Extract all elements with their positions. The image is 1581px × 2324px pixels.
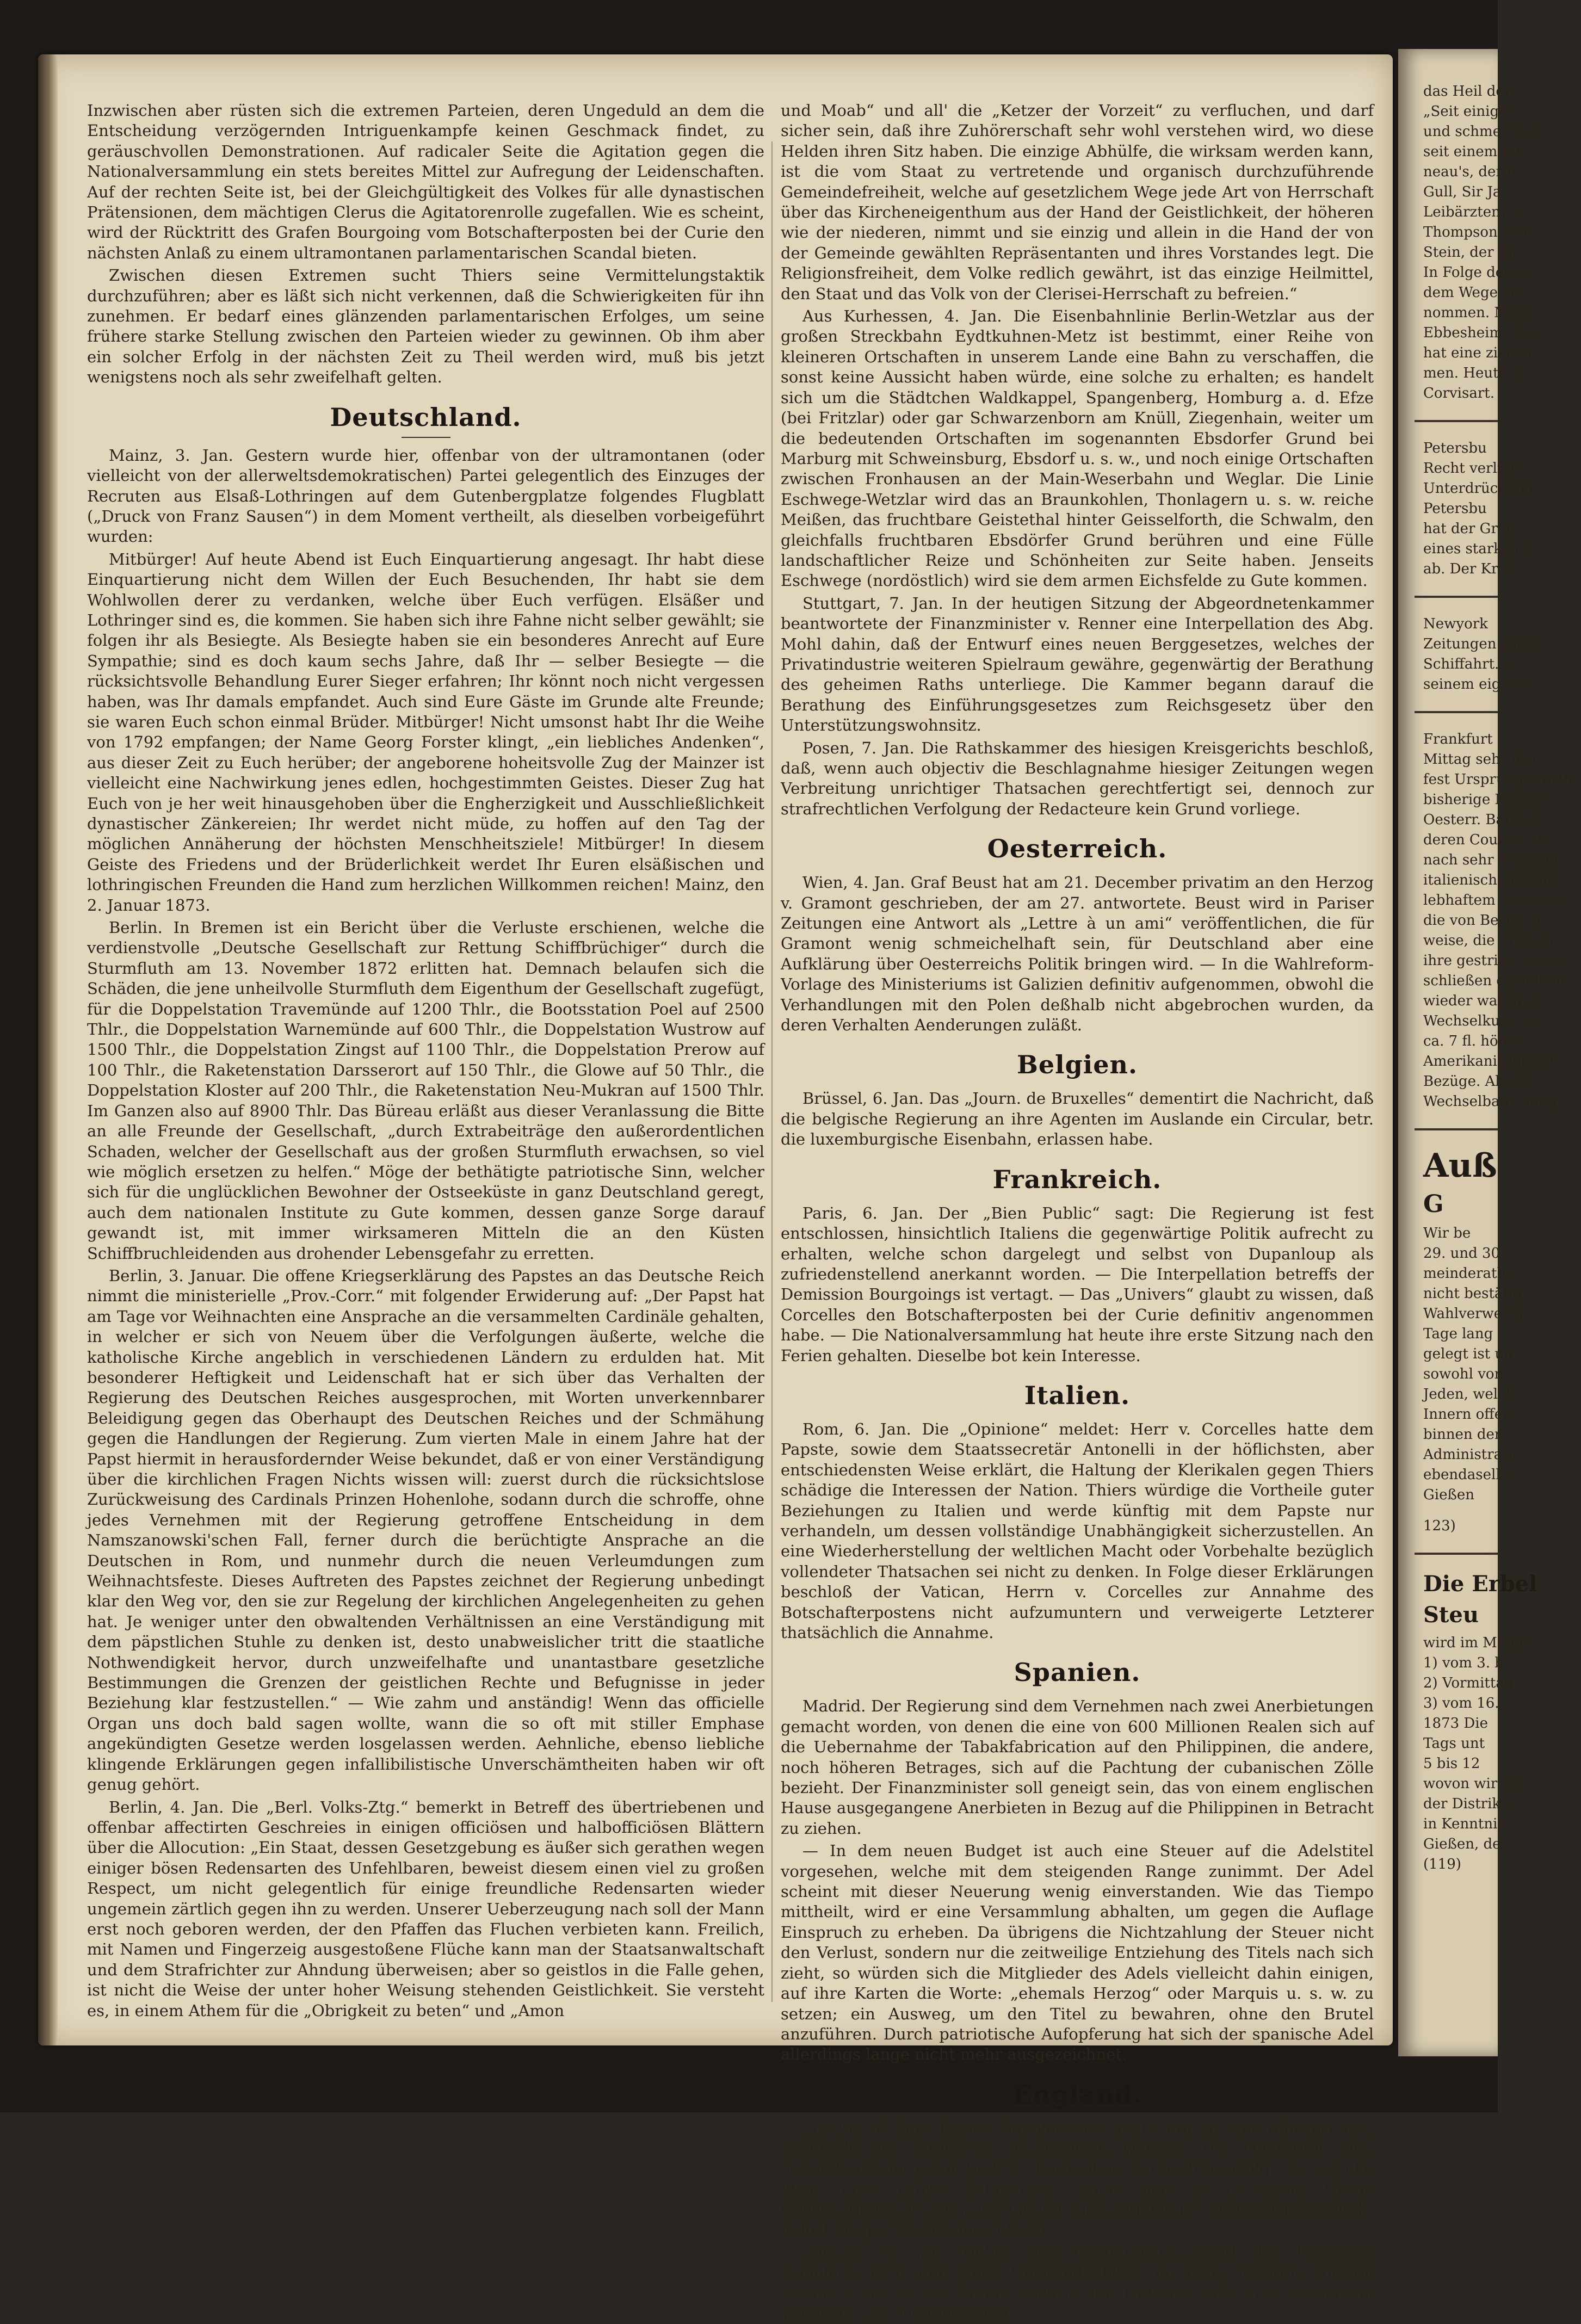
adjacent-line: ihre gestrige Abend [1423,953,1566,969]
adjacent-line: der Distrikte [1423,1796,1515,1812]
adjacent-line: (119) [1423,1856,1461,1872]
adjacent-line: Tage lang [1423,1326,1493,1342]
adjacent-line: Wechselbank stieg [1423,1093,1557,1110]
adjacent-line: eines starken S [1423,541,1534,557]
adjacent-line: Gießen, den [1423,1836,1510,1852]
adjacent-line: wird im Monat [1423,1635,1529,1651]
adjacent-line: men. Heute N [1423,365,1524,381]
article-wien: Wien, 4. Jan. Graf Beust hat am 21. December privatim an den Herzog v. Gramont geschrieben, der am 27. antwortete. Beust wird in Pariser Zeitungen eine Antwort als „Lettre à un ami“ veröffentlichen, die für Gramont wenig schmeichelhaft sein, für Deutschland aber eine Aufklärung über Oesterreichs Politik bringen wird. — In die Wahlreform-Vorlage des Ministeriums ist Galizien definitiv aufgenommen, obwohl die Verhandlungen mit den Polen deßhalb nicht abgebrochen wurden, da deren Verhalten Aenderungen zuläßt. [781,873,1374,1035]
article-madrid: Madrid. Der Regierung sind dem Vernehmen nach zwei Anerbietungen gemacht worden, von denen die eine von 600 Millionen Realen sich auf die Uebernahme der Tabakfabrication auf den Philippinen, die andere, noch höheren Betrages, sich auf die Pachtung der cubanischen Zölle bezieht. Der Finanzminister soll geneigt sein, das von einem englischen Hause ausgegangene Anerbieten in Bezug auf die Philippinen in Betracht zu ziehen. [781,1697,1374,1838]
adjacent-rule [1415,1128,1498,1130]
adjacent-line: Frankfurt [1423,731,1493,747]
article-bruessel: Brüssel, 6. Jan. Das „Journ. de Bruxelles“ dementirt die Nachricht, daß die belgische Regierung an ihre Agenten im Auslande ein Circular, betr. die luxemburgische Eisenbahn, erlassen habe. [781,1089,1374,1149]
adjacent-line: italienischen Rente [1423,872,1561,888]
adjacent-line: Leibärzten) Ar [1423,204,1528,220]
adjacent-line: Jeden, welch [1423,1386,1515,1402]
section-heading-england: England. [1012,2079,1142,2109]
adjacent-line: lebhaftem Geschäft [1423,892,1564,908]
article-flugblatt: Mitbürger! Auf heute Abend ist Euch Einquartierung angesagt. Ihr habt diese Einquartierung nicht dem Willen der Euch Besuchenden, Ihr habt sie dem Wohlwollen derer zu verdanken, welche über Euch verfügen. Elsäßer und Lothringer sind es, die kommen. Sie haben sich ihre Fahne nicht selber gewählt; sie folgen ihr als Besiegte. Als Besiegte haben sie ein besonderes Anrecht auf Eure Sympathie; sind es doch kaum sechs Jahre, daß Ihr — selber Besiegte — die rücksichtsvolle Behandlung Eurer Sieger erfahren; Ihr könnt noch nicht vergessen haben, was Ihr damals empfandet. Auch sind Eure Gäste im Grunde alte Freunde; sie waren Euch schon einmal Brüder. Mitbürger! Nicht umsonst habt Ihr die Weihe von 1792 empfangen; der Name Georg Forster klingt, „ein liebliches Andenken“, aus dieser Zeit zu Euch herüber; der angeborene hoheitsvolle Zug der Mainzer ist vielleicht eine Nachwirkung jenes edlen, hochgestimmten Geistes. Dieser Zug hat Euch von je her weit hinausgehoben über die Engherzigkeit und Ausschließlichkeit dynastischer Zänkereien; Ihr werdet nicht müde, zu hoffen auf den Tag der möglichen Annäherung der höchsten Menschheitsziele! Mitbürger! In diesem Geiste des Friedens und der Brüderlichkeit werdet Ihr Euren elsäßischen und lothringischen Freunden die Hand zum herzlichen Willkommen reichen! Mainz, den 2. Januar 1873. [87,549,764,914]
adjacent-line: bisherige Motive, [1423,792,1549,808]
adjacent-line: 3) vom 16. [1423,1695,1499,1711]
adjacent-line: Administratio [1423,1447,1521,1463]
adjacent-page-strip [1398,49,1581,2056]
adjacent-line: in Kenntniß [1423,1816,1507,1832]
article-berlin-prov-corr: Berlin, 3. Januar. Die offene Kriegserklärung des Papstes an das Deutsche Reich nimmt die ministerielle „Prov.-Corr.“ mit folgender Erwiderung auf: „Der Papst hat am Tage vor Weihnachten eine Ansprache an die versammelten Cardinäle gehalten, in welcher er sich von Neuem über die Verfolgungen äußerte, welche die katholische Kirche angeblich in verschiedenen Ländern zu erdulden hat. Mit besonderer Heftigkeit und Leidenschaft hat er sich über das Verhalten der Regierung des Deutschen Reiches ausgesprochen, mit Worten unverkennbarer Beleidigung gegen das Oberhaupt des Deutschen Reiches und der Schmähung gegen die Handlungen der Regierung. Zum vierten Male in einem Jahre hat der Papst hiermit in herausfordernder Weise bekundet, daß er von einer Verständigung über die kirchlichen Fragen Nichts wissen will: zuerst durch die rücksichtslose Zurückweisung des Cardinals Prinzen Hohenlohe, sodann durch die schroffe, ohne jedes Vernehmen mit der Regierung getroffene Entscheidung in dem Namszanowski'schen Fall, ferner durch die berüchtigte Ansprache an die Deutschen in Rom, und nunmehr durch die neuen Verleumdungen zum Weihnachtsfeste. Dieses Auftreten des Papstes zeichnet der Regierung unbedingt klar den Weg vor, den sie zur Regelung der kirchlichen Angelegenheiten zu gehen hat. Je weniger unter den obwaltenden Verhältnissen an eine Verständigung mit dem päpstlichen Stuhle zu denken ist, desto unabweislicher tritt die staatliche Nothwendigkeit hervor, durch unzweifelhafte und unantastbare gesetzliche Bestimmungen die Grenzen der geistlichen Rechte und Befugnisse in jeder Beziehung klar festzustellen.“ — Wie zahm und anständig! Wenn das officielle Organ uns doch bald sagen wollte, wann die so oft mit stiller Emphase angekündigten Gesetze werden losgelassen werden. Aehnliche, ebenso liebliche klingende Erklärungen gegen infallibilistische Unverschämtheiten haben wir oft genug gehört. [87,1266,764,1794]
adjacent-line: nach sehr ermäßigt [1423,852,1564,868]
adjacent-line: Wahlverwerfu [1423,1306,1523,1322]
article-stuttgart: Stuttgart, 7. Jan. In der heutigen Sitzung der Abgeordnetenkammer beantwortete der Finanzminister v. Renner eine Interpellation des Abg. Mohl dahin, daß der Entwurf eines neuen Berggesetzes, welches der Privatindustrie weiteren Spielraum gewähre, gegenwärtig der Berathung des geheimen Raths unterliege. Die Kammer begann darauf die Berathung des Einführungsgesetzes zum Reichsgesetz über den Unterstützungswohnsitz. [781,594,1374,735]
right-column [781,101,1374,2323]
adjacent-line: hat der Groß [1423,521,1516,537]
adjacent-text-block [1398,1223,1523,1505]
adjacent-line: seit einem Jah [1423,144,1526,160]
adjacent-line: Petersbu [1423,440,1487,456]
section-heading-spanien: Spanien. [1014,1658,1141,1688]
adjacent-line: ebendaselbst [1423,1467,1518,1483]
adjacent-text-block [1398,1633,1529,1875]
adjacent-line: und schmerzhal [1423,123,1537,140]
section-heading-deutschland: Deutschland. [330,402,522,432]
adjacent-line: Recht verliert [1423,460,1523,477]
adjacent-line: nicht bestätig [1423,1285,1522,1302]
adjacent-line: binnen der [1423,1426,1502,1443]
column-divider [771,141,773,2002]
adjacent-number: 123) [1423,1518,1456,1534]
adjacent-line: Unterdrückung [1423,480,1534,497]
adjacent-line: Amerikanische Eff [1423,1053,1555,1070]
adjacent-text-block [1398,82,1537,404]
adjacent-line: ab. Der Kräft [1423,561,1518,577]
adjacent-line: Innern offen [1423,1406,1512,1423]
adjacent-line: deren Course, als [1423,832,1549,848]
adjacent-line: sowohl von [1423,1366,1504,1382]
adjacent-line: meinderathe [1423,1265,1515,1282]
adjacent-heading: Auß [1423,1147,1497,1185]
article-continuation: und Moab“ und all' die „Ketzer der Vorzeit“ zu verfluchen, und darf sicher sein, daß ihre Zuhörerschaft sehr wohl verstehen wird, wo diese Helden ihren Sitz haben. Die einzige Abhülfe, die wirksam werden kann, ist die vom Staat zu vertretende und organisch durchzuführende Gemeindefreiheit, welche auf gesetzlichem Wege jede Art von Herrschaft über das Kircheneigenthum aus der Hand der Geistlichkeit, der höheren wie der niederen, nimmt und sie einzig und allein in die Hand der von der Gemeinde gewählten Repräsentanten und ihres Vorstandes legt. Die Religionsfreiheit, dem Volke redlich gewährt, ist das einzige Heilmittel, den Staat und das Volk von der Clerisei-Herrschaft zu befreien.“ [781,101,1374,303]
adjacent-line: schließen dieselben [1423,973,1565,989]
adjacent-rule [1415,420,1498,422]
article-berlin-volks-ztg: Berlin, 4. Jan. Die „Berl. Volks-Ztg.“ bemerkt in Betreff des übertriebenen und offenbar affectirten Geschreies in einigen officiösen und halbofficiösen Blättern über die Allocution: „Ein Staat, dessen Gesetzgebung es äußer sich gerathen wegen einiger bösen Redensarten des Unfehlbaren, beweist diesem einen viel zu großen Respect, um nicht gelegentlich für einige freundliche Redensarten wieder ungemein zärtlich gegen ihn zu werden. Unserer Ueberzeugung nach soll der Mann erst noch geboren werden, der den Pfaffen das Fluchen verbieten kann. Freilich, mit Namen und Fingerzeig ausgestoßene Flüche kann man der Staatsanwaltschaft und dem Strafrichter zur Ahndung überweisen; aber so geistlos in die Falle gehen, ist nicht die Weise der unter hoher Weisung stehenden Geistlichkeit. Sie versteht es, in einem Athem für die „Obrigkeit zu beten“ und „Amon [87,1797,764,2020]
section-heading-frankreich: Frankreich. [992,1164,1162,1194]
article-london-2: London, 6. Jan. Ueber den Gesundheitszustand des Exkaisers Napoleon wird mit einer Umständlichkeit in allen äußeren Formen berichtet, als ob der Patient noch in den Tuilerien säße und von seinem Wohlsein und Nichtwohlsein [781,2243,1374,2323]
adjacent-heading: Die Erbel [1423,1571,1537,1597]
adjacent-line: das Heil der [1423,83,1511,100]
adjacent-text-block [1398,438,1534,579]
adjacent-line: „Seit einiger [1423,103,1514,120]
adjacent-line: nommen. Nach [1423,305,1532,321]
adjacent-line: fest Ursprungswerthe [1423,771,1581,788]
newspaper-page [38,54,1393,2323]
section-heading-italien: Italien. [1024,1380,1131,1410]
article-berlin-bremen: Berlin. In Bremen ist ein Bericht über die Verluste erschienen, welche die verdienstvolle „Deutsche Gesellschaft zur Rettung Schiffbrüchiger“ durch die Sturmfluth am 13. November 1872 erlitten hat. Demnach belaufen sich die Schäden, die jene unheilvolle Sturmfluth dem Eigenthum der Gesellschaft zugefügt, für die Doppelstation Travemünde auf 1200 Thlr., die Bootsstation Poel auf 2500 Thlr., die Doppelstation Warnemünde auf 600 Thlr., die Doppelstation Wustrow auf 1500 Thlr., die Doppelstation Zingst auf 1100 Thlr., die Doppelstation Prerow auf 100 Thlr., die Raketenstation Darsserort auf 150 Thlr., die Glowe auf 50 Thlr., die Doppelstation Kloster auf 200 Thlr., die Raketenstation Neu-Mukran auf 1500 Thlr. Im Ganzen also auf 8900 Thlr. Das Büreau erläßt aus dieser Veranlassung die Bitte an alle Freunde der Gesellschaft, „durch Extrabeiträge den außerordentlichen Schaden, welcher der Gesellschaft aus der großen Sturmfluth erwachsen, so viel wie möglich ersetzen zu helfen.“ Möge der bethätigte patriotische Sinn, welcher sich für die unglücklichen Bewohner der Ostseeküste in ganz Deutschland geregt, auch dem nationalen Institute zu Gute kommen, dessen ganze Sorge darauf gewandt ist, mit immer wirksameren Mitteln die an den Küsten Schiffbruchleidenden aus drohender Lebensgefahr zu erretten. [87,918,764,1263]
adjacent-line: die von Berlin au [1423,912,1546,929]
article-paris: Paris, 6. Jan. Der „Bien Public“ sagt: Die Regierung ist fest entschlossen, hinsichtlich Italiens die gegenwärtige Politik aufrecht zu erhalten, welche schon dargelegt und selbst von Dupanloup als zufriedenstellend anerkannt worden. — Die Interpellation betreffs der Demission Bourgoings ist vertagt. — Das „Univers“ glaubt zu wissen, daß Corcelles den Botschafterposten bei der Curie definitiv angenommen habe. — Die Nationalversammlung hat heute ihre erste Sitzung nach den Ferien gehalten. Dieselbe bot kein Interesse. [781,1203,1374,1365]
adjacent-rule [1415,596,1498,598]
adjacent-line: Thompson eine [1423,224,1533,240]
adjacent-line: Newyork [1423,616,1488,632]
section-heading-belgien: Belgien. [1017,1050,1138,1080]
adjacent-line: 1873 Die [1423,1715,1488,1732]
article-posen: Posen, 7. Jan. Die Rathskammer des hiesigen Kreisgerichts beschloß, daß, wenn auch objectiv die Beschlagnahme hiesiger Zeitungen wegen Verbreitung unrichtiger Thatsachen gerechtfertigt sei, dennoch zur strafrechtlichen Verfolgung der Redacteure kein Grund vorliege. [781,738,1374,818]
adjacent-line: gelegt ist un [1423,1346,1513,1362]
adjacent-line: Petersbu [1423,500,1487,517]
article-kurhessen: Aus Kurhessen, 4. Jan. Die Eisenbahnlinie Berlin-Wetzlar aus der großen Streckbahn Eydtkuhnen-Metz ist bestimmt, einer Reihe von kleineren Ortschaften in unserem Lande eine Bahn zu verschaffen, die sonst keine Aussicht haben würde, eine solche zu erhalten; es handelt sich um die Städtchen Waldkappel, Spangenberg, Homburg a. d. Efze (bei Fritzlar) oder gar Schwarzenborn am Knüll, Ziegenhain, weiter um die bedeutenden Ortschaften im sogenannten Ebsdorfer Grund bei Marburg mit Schweinsburg, Ebsdorf u. s. w., und noch einige Ortschaften zwischen Fronhausen an der Main-Weserbahn und Weglar. Die Linie Eschwege-Wetzlar wird das an Braunkohlen, Thonlagern u. s. w. reiche Meißen, das fruchtbare Geistethal hinter Geisselforth, die Schwalm, den gleichfalls fruchtbaren Ebsdörfer Grund berühren und eine Fülle landschaftlicher Reize und Schönheiten zur Seite haben. Jenseits Eschwege (nordöstlich) wird sie dem armen Eichsfelde zu Gute kommen. [781,307,1374,590]
adjacent-line: Zeitungen zerst [1423,636,1537,652]
adjacent-text-block [1398,730,1581,1112]
adjacent-line: 2) Vormittag [1423,1675,1514,1691]
adjacent-line: Stein, der fei [1423,244,1517,261]
adjacent-line: In Folge dessen [1423,264,1536,281]
article-mainz: Mainz, 3. Jan. Gestern wurde hier, offenbar von der ultramontanen (oder vielleicht von der allerweltsdemokratischen) Partei gelegentlich des Einzuges der Recruten aus Elsaß-Lothringen auf dem Gutenbergplatze folgendes Flugblatt („Druck von Franz Sausen“) in dem Moment vertheilt, als dieselben vorbeigeführt wurden: [87,446,764,546]
left-column [87,101,764,2026]
adjacent-line: Wechselkurs auf [1423,1013,1541,1029]
adjacent-line: Gießen [1423,1487,1474,1503]
adjacent-line: Ebbesheim, Fre [1423,325,1537,341]
adjacent-line: Mittag sehr fest [1423,751,1539,768]
adjacent-line: hat eine ziemlic [1423,345,1537,361]
adjacent-line: dem Wege der [1423,285,1527,301]
adjacent-subheading: Steu [1423,1602,1479,1628]
adjacent-line: 29. und 30 [1423,1245,1500,1262]
adjacent-line: Corvisart. [1423,385,1494,401]
adjacent-line: Gull, Sir Ja [1423,184,1502,200]
adjacent-line: 5 bis 12 [1423,1756,1480,1772]
intro-paragraph: Zwischen diesen Extremen sucht Thiers seine Vermittelungstaktik durchzuführen; aber es läßt sich nicht verkennen, daß die Schwierigkeiten für ihn zunehmen. Er bedarf eines glänzenden parlamentarischen Erfolges, um seine frühere starke Stellung zwischen den Parteien wieder zu gewinnen. Ob ihm aber ein solcher Erfolg in der nächsten Zeit zu Theil werden wird, muß bis jetzt wenigstens noch als sehr zweifelhaft gelten. [87,266,764,387]
adjacent-line: ca. 7 fl. höher [1423,1033,1523,1049]
adjacent-line: Bezüge. Abschl [1423,1073,1533,1090]
adjacent-line: Tags unt [1423,1735,1485,1752]
adjacent-line: 1) vom 3. b [1423,1655,1504,1671]
adjacent-line: wovon wir die [1423,1776,1524,1792]
adjacent-subheading: G [1423,1190,1444,1218]
adjacent-line: weise, die Transm [1423,932,1554,949]
article-rom: Rom, 6. Jan. Die „Opinione“ meldet: Herr v. Corcelles hatte dem Papste, sowie dem Staatssecretär Antonelli in der höflichsten, aber entschiedensten Weise erklärt, die Haltung der Klerikalen gegen Thiers schädige die Interessen der Nation. Thiers würdige die Vortheile guter Beziehungen zu Italien und werde künftig mit dem Papste nur verhandeln, um dessen vollständige Unabhängigkeit sicherzustellen. An eine Wiederherstellung der weltlichen Macht oder Vorbehalte bezüglich vollendeter Thatsachen sei nicht zu denken. In Folge dieser Erklärungen beschloß der Vatican, Herrn v. Corcelles zur Annahme des Botschafterpostens nicht aufzumuntern und verweigerte Letzterer thatsächlich die Annahme. [781,1419,1374,1642]
adjacent-rule [1415,1553,1498,1555]
article-madrid-budget: — In dem neuen Budget ist auch eine Steuer auf die Adelstitel vorgesehen, welche mit dem steigenden Range zunimmt. Der Adel scheint mit dieser Neuerung wenig einverstanden. Wie das Tiempo mittheilt, wird er eine Versammlung abhalten, um gegen die Auflage Einspruch zu erheben. Da übrigens die Nichtzahlung der Steuer nicht den Verlust, sondern nur die zeitweilige Entziehung des Titels nach sich zieht, so würden sich die Mitglieder des Adels vielleicht dahin einigen, auf ihre Karten die Worte: „ehemals Herzog“ oder Marquis u. s. w. zu setzen; ein Ausweg, um den Titel zu bewahren, ohne den Brutel anzuführen. Durch patriotische Aufopferung hat sich der spanische Adel allerdings lange nicht mehr ausgezeichnet. [781,1841,1374,2064]
adjacent-rule [1415,711,1498,713]
article-london-1: London, 6. Jan. Kaiser Napoleon ist heute Mittag chloroformirt und nochmals der Lithotritie unterworfen worden. Die Operation ging äußerst schwierig von Statten, hatte aber den besten Erfolg. Der Kranke klagt über große Schmerzen, auch sind in gewissem Grade Constitutionsstörungen vorhanden, der allgemeine Kräftezustand bleibt jedoch bis jetzt zufriedenstellend. [781,2118,1374,2239]
adjacent-line: neau's, der in [1423,164,1521,180]
adjacent-line: seinem eigenen [1423,676,1536,693]
section-rule [402,437,450,438]
adjacent-text-block [1398,614,1537,695]
page-binding [38,54,58,2045]
section-heading-oesterreich: Oesterreich. [987,834,1168,864]
adjacent-line: wieder waren es [1423,993,1542,1009]
adjacent-line: Wir be [1423,1225,1471,1241]
adjacent-line: Oesterr. Bahnen [1423,812,1540,828]
intro-paragraph: Inzwischen aber rüsten sich die extremen Parteien, deren Ungeduld an dem die Entscheidung verzögernden Intriguenkampfe keinen Geschmack findet, zu geräuschvollen Demonstrationen. Auf radicaler Seite die Agitation gegen die Nationalversammlung ein stets bereites Mittel zur Aufregung der Leidenschaften. Auf der rechten Seite ist, bei der Gleichgültigkeit des Volkes für alle dynastischen Prätensionen, dem mächtigen Clerus die Agitatorenrolle zugefallen. Wie es scheint, wird der Rücktritt des Grafen Bourgoing vom Botschafterposten bei der Curie den nächsten Anlaß zu einem ultramontanen parlamentarischen Scandal bieten. [87,101,764,262]
adjacent-line: Schiffahrt. — [1423,656,1518,672]
